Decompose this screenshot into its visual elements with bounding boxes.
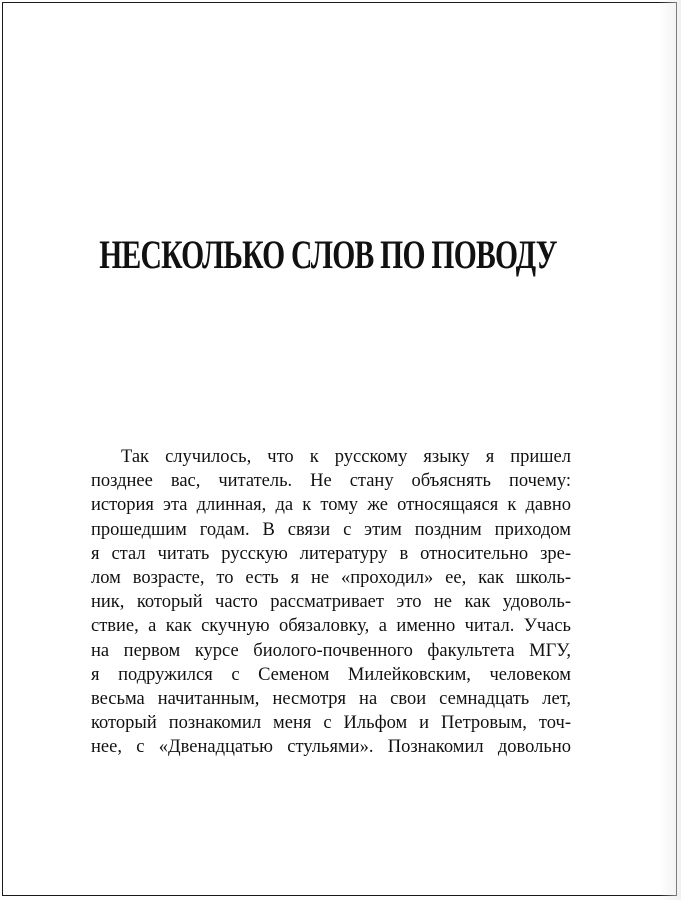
book-page <box>2 2 677 896</box>
text-line: я стал читать русскую литературу в относительно зре- <box>91 543 571 564</box>
text-line: Так случилось, что к русскому языку я пришел <box>121 447 571 467</box>
text-line: ник, который часто рассматривает это не как удоволь- <box>91 592 571 613</box>
page-edge-shadow <box>659 0 681 900</box>
text-line: позднее вас, читатель. Не стану объяснять почему: <box>91 471 571 492</box>
text-line: я подружился с Семеном Милейковским, человеком <box>91 664 571 685</box>
text-line: который познакомил меня с Ильфом и Петровым, точ- <box>91 713 571 734</box>
text-line: нее, с «Двенадцатью стульями». Познакомил довольно <box>91 737 571 758</box>
chapter-title: НЕСКОЛЬКО СЛОВ ПО ПОВОДУ <box>99 232 557 277</box>
text-line: на первом курсе биолого-почвенного факультета МГУ, <box>91 640 571 661</box>
text-line: весьма начитанным, несмотря на свои семнадцать лет, <box>91 689 571 710</box>
text-line: история эта длинная, да к тому же относящаяся к давно <box>91 495 571 516</box>
text-line: лом возрасте, то есть я не «проходил» ее, как школь- <box>91 568 571 589</box>
text-line: ствие, а как скучную обязаловку, а именно читал. Учась <box>91 616 571 637</box>
text-line: прошедшим годам. В связи с этим поздним приходом <box>91 519 571 540</box>
body-paragraph <box>91 445 571 760</box>
